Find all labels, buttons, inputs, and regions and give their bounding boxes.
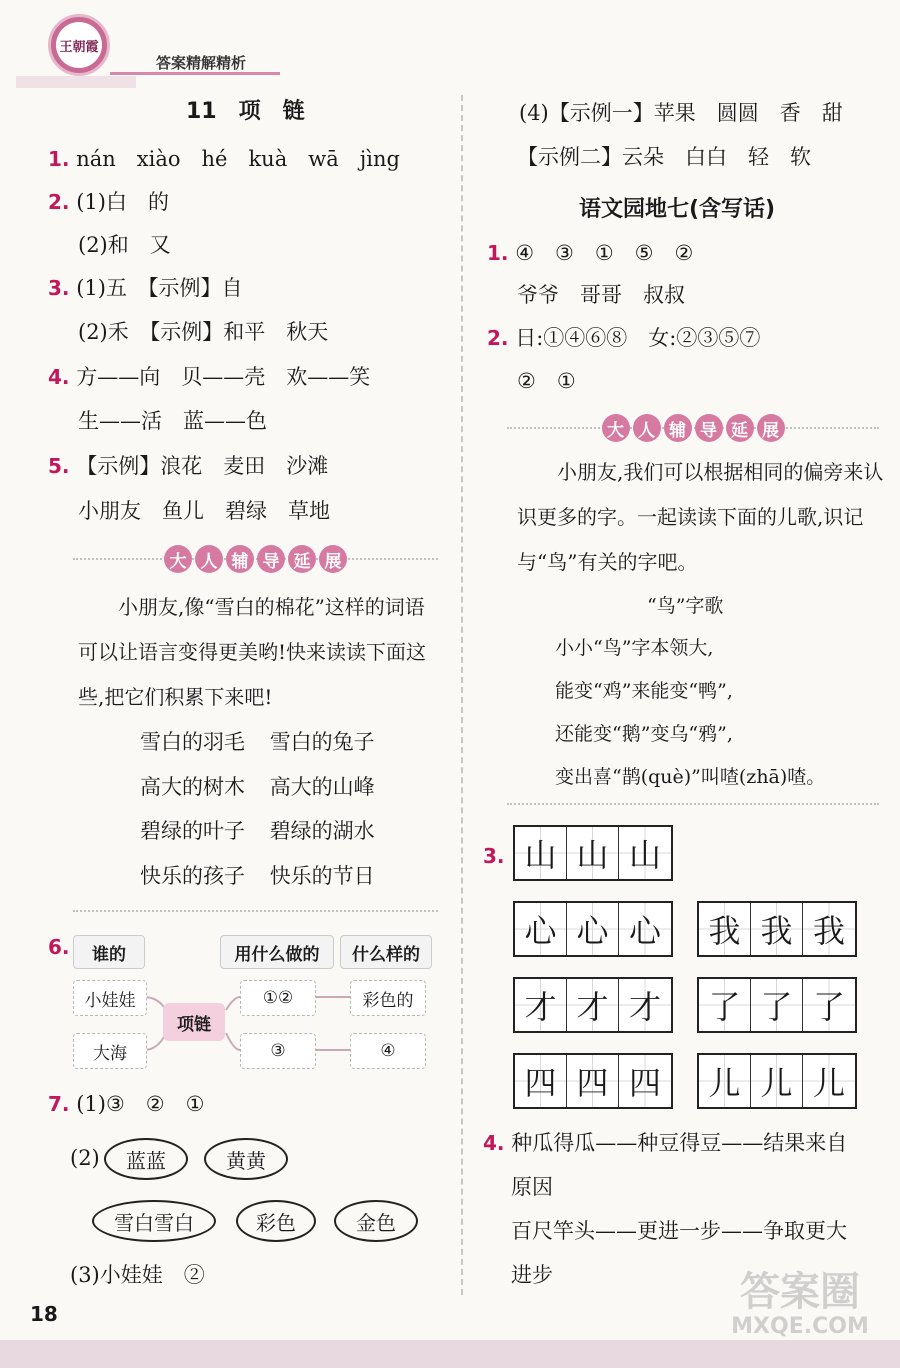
- writing-grid: [697, 901, 857, 957]
- phrase: 快乐的孩子: [140, 864, 245, 888]
- answer-text: 种瓜得瓜——种豆得豆——结果来自: [511, 1131, 848, 1155]
- banner-title: [602, 414, 785, 442]
- answer-r1-line2: 爷爷 哥哥 叔叔: [517, 283, 685, 307]
- question-number: 3.: [48, 276, 70, 300]
- brand-logo-text: 王朝霞: [56, 22, 102, 68]
- banner-char: 辅: [664, 414, 692, 442]
- answer-r2-line1: [487, 324, 760, 352]
- tips-banner: [507, 410, 879, 446]
- grid-cell: 才: [619, 979, 671, 1031]
- writing-grid: [513, 825, 673, 881]
- header-underline: [110, 72, 280, 75]
- grid-cell: 我: [803, 903, 855, 955]
- phrase: 雪白的兔子: [269, 730, 375, 754]
- answer-text: nán xiào hé kuà wā jìng: [76, 147, 400, 171]
- writing-grid: [513, 901, 673, 957]
- answer-text: ④ ③ ① ⑤ ②: [515, 241, 694, 265]
- page-footer-band: [0, 1340, 900, 1368]
- answer-text: 日:①④⑥⑧ 女:②③⑤⑦: [515, 326, 761, 350]
- lesson-title: 11 项 链: [186, 99, 305, 124]
- page-number: 18: [30, 1302, 58, 1326]
- header-kind: 什么样的: [340, 935, 432, 969]
- answer-r4-line2: 原因: [511, 1175, 553, 1199]
- phrase-row: [140, 817, 375, 845]
- mind-map-lines: [48, 95, 448, 295]
- answer-4-line2: 生——活 蓝——色: [78, 409, 267, 433]
- circled-word: 金色: [334, 1200, 418, 1242]
- answer-r4-line3: 百尺竿头——更进一步——争取更大: [511, 1219, 847, 1243]
- grid-cell: 了: [751, 979, 803, 1031]
- phrase-row: [140, 728, 375, 756]
- question-number: 3.: [483, 844, 505, 868]
- poem-line: 小小“鸟”字本领大,: [555, 637, 714, 659]
- question-number: 4.: [48, 365, 70, 389]
- question-number: 1.: [487, 241, 509, 265]
- question-r3-number: [483, 842, 505, 870]
- grid-cell: 了: [803, 979, 855, 1031]
- grid-cell: 我: [699, 903, 751, 955]
- writing-grid: [697, 1053, 857, 1109]
- grid-cell: 我: [751, 903, 803, 955]
- question-number: 5.: [48, 454, 70, 478]
- banner-char: 辅: [226, 545, 254, 573]
- answer-r4-line4: 进步: [511, 1263, 553, 1287]
- grid-cell: 山: [515, 827, 567, 879]
- phrase: 碧绿的叶子: [140, 819, 245, 843]
- phrase: 雪白的羽毛: [140, 730, 245, 754]
- phrase: 碧绿的湖水: [269, 819, 375, 843]
- poem-line: 能变“鸡”来能变“鸭”,: [555, 680, 733, 702]
- section-divider: [507, 803, 879, 805]
- answer-7-prefix: (2): [70, 1146, 100, 1170]
- grid-cell: 才: [515, 979, 567, 1031]
- banner-char: 导: [695, 414, 723, 442]
- writing-grid: [513, 977, 673, 1033]
- answer-7-line1: [48, 1090, 204, 1118]
- tips-paragraph: 小朋友,像“雪白的棉花”这样的词语可以让语言变得更美哟!快来读读下面这些,把它们积累下来吧!: [78, 595, 427, 709]
- circled-word: 彩色: [236, 1200, 316, 1242]
- poem-title: “鸟”字歌: [647, 595, 724, 617]
- answer-r1-line1: [487, 239, 693, 267]
- banner-char: 大: [164, 545, 192, 573]
- tips-paragraph: 小朋友,我们可以根据相同的偏旁来认识更多的字。一起读读下面的儿歌,识记与“鸟”有关的字吧。: [517, 460, 884, 574]
- question-number: 6.: [48, 935, 70, 959]
- answer-box-kind: 彩色的: [350, 980, 426, 1016]
- grid-cell: 儿: [751, 1055, 803, 1107]
- mind-map-center: 项链: [163, 1003, 225, 1041]
- poem-line: 变出喜“鹊(què)”叫喳(zhā)喳。: [555, 766, 826, 788]
- phrase: 快乐的节日: [269, 864, 375, 888]
- banner-char: 导: [257, 545, 285, 573]
- answer-4-line1: [48, 363, 370, 391]
- answer-box-kind: ④: [350, 1033, 426, 1069]
- site-watermark: [705, 1270, 895, 1350]
- answer-5-line2: 小朋友 鱼儿 碧绿 草地: [78, 499, 330, 523]
- grid-cell: 山: [619, 827, 671, 879]
- poem-line: 还能变“鹅”变乌“鸦”,: [555, 723, 733, 745]
- banner-char: 展: [757, 414, 785, 442]
- answer-box-what: ③: [240, 1033, 316, 1069]
- circled-word: 黄黄: [204, 1138, 288, 1180]
- answer-box-who: 小娃娃: [73, 980, 147, 1016]
- header-title: 答案精解精析: [156, 54, 247, 72]
- grid-cell: 四: [515, 1055, 567, 1107]
- banner-char: 延: [726, 414, 754, 442]
- brand-logo: [48, 14, 110, 76]
- section-divider: [73, 910, 438, 912]
- answer-4-cont-line2: 【示例二】云朵 白白 轻 软: [517, 145, 811, 169]
- banner-char: 人: [633, 414, 661, 442]
- banner-title: [164, 545, 347, 573]
- writing-grid: [513, 1053, 673, 1109]
- grid-cell: 山: [567, 827, 619, 879]
- grid-cell: 儿: [803, 1055, 855, 1107]
- circled-word: 雪白雪白: [92, 1200, 216, 1242]
- question-6-number: [48, 933, 70, 961]
- banner-char: 人: [195, 545, 223, 573]
- question-number: 2.: [48, 190, 70, 214]
- phrase-row: [140, 773, 375, 801]
- circled-word: 蓝蓝: [104, 1138, 188, 1180]
- banner-char: 展: [319, 545, 347, 573]
- header-who: 谁的: [73, 935, 145, 969]
- phrase-row: [140, 862, 375, 890]
- answer-box-what: ①②: [240, 980, 316, 1016]
- answer-text: 【示例】浪花 麦田 沙滩: [76, 454, 329, 478]
- grid-cell: 四: [619, 1055, 671, 1107]
- answer-text: (1)白 的: [76, 190, 169, 214]
- banner-char: 延: [288, 545, 316, 573]
- section-title: 语文园地七(含写话): [579, 197, 776, 222]
- watermark-url: MXQE.COM: [731, 1314, 869, 1339]
- column-divider: [461, 95, 463, 1295]
- grid-cell: 心: [567, 903, 619, 955]
- banner-char: 大: [602, 414, 630, 442]
- writing-grid: [697, 977, 857, 1033]
- grid-cell: 心: [515, 903, 567, 955]
- page-header: [0, 0, 900, 90]
- question-number: 1.: [48, 147, 70, 171]
- tips-banner: [73, 541, 438, 577]
- answer-r4-line1: [483, 1129, 847, 1157]
- watermark-text: 答案圈: [740, 1269, 860, 1315]
- grid-cell: 儿: [699, 1055, 751, 1107]
- grid-cell: 了: [699, 979, 751, 1031]
- answer-box-who: 大海: [73, 1033, 147, 1069]
- header-what: 用什么做的: [220, 935, 334, 969]
- answer-2-line2: (2)和 又: [78, 233, 171, 257]
- grid-cell: 四: [567, 1055, 619, 1107]
- answer-7-line3: (3)小娃娃 ②: [70, 1263, 205, 1287]
- answer-text: (1)五 【示例】自: [76, 276, 243, 300]
- grid-cell: 才: [567, 979, 619, 1031]
- answer-5-line1: [48, 452, 328, 480]
- question-number: 4.: [483, 1131, 505, 1155]
- answer-r2-line2: ② ①: [517, 369, 576, 393]
- question-number: 7.: [48, 1092, 70, 1116]
- grid-cell: 心: [619, 903, 671, 955]
- answer-text: (1)③ ② ①: [76, 1092, 205, 1116]
- phrase: 高大的山峰: [269, 775, 375, 799]
- question-number: 2.: [487, 326, 509, 350]
- phrase: 高大的树木: [140, 775, 245, 799]
- answer-4-cont-line1: (4)【示例一】苹果 圆圆 香 甜: [519, 101, 843, 125]
- header-decoration: [16, 76, 136, 88]
- answer-text: 方——向 贝——壳 欢——笑: [76, 365, 371, 389]
- answer-3-line2: (2)禾 【示例】和平 秋天: [78, 320, 329, 344]
